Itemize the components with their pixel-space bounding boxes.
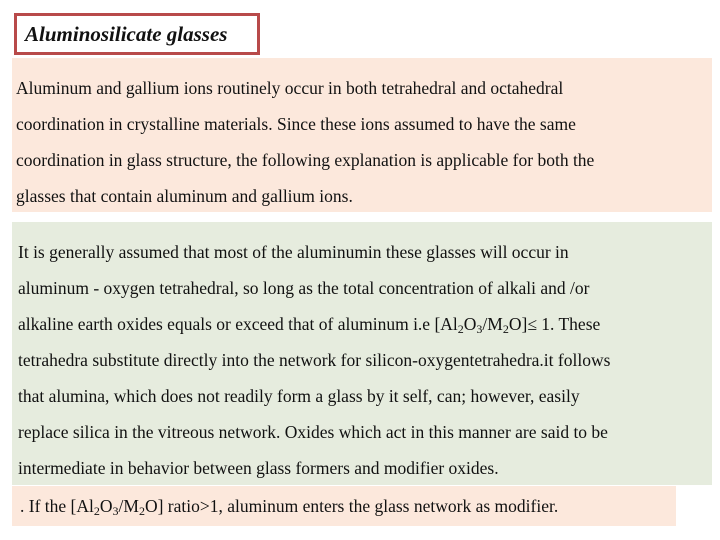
paragraph-coordination xyxy=(12,58,712,212)
paragraph-line: that alumina, which does not readily form a glass by it self, can; however, easily xyxy=(18,386,580,406)
paragraph-tetrahedral xyxy=(12,222,712,485)
paragraph-line-formula xyxy=(18,306,712,342)
paragraph-line: intermediate in behavior between glass formers and modifier oxides. xyxy=(18,458,499,478)
subscript: 2 xyxy=(138,504,145,518)
subscript: 3 xyxy=(112,504,119,518)
paragraph-line: coordination in glass structure, the following explanation is applicable for both the xyxy=(16,150,595,170)
text-segment: /M xyxy=(118,496,139,516)
paragraph-line: replace silica in the vitreous network. Oxides which act in this manner are said to be xyxy=(18,422,608,442)
paragraph-line: Aluminum and gallium ions routinely occur in both tetrahedral and octahedral xyxy=(16,78,564,98)
text-segment: O]≤ 1. These xyxy=(508,314,601,334)
subscript: 2 xyxy=(502,322,509,336)
paragraph-line: tetrahedra substitute directly into the network for silicon-oxygentetrahedra.it follows xyxy=(18,350,611,370)
text-segment: /M xyxy=(482,314,503,334)
title-box xyxy=(14,13,260,55)
subscript: 2 xyxy=(457,322,464,336)
paragraph-line: It is generally assumed that most of the aluminumin these glasses will occur in xyxy=(18,242,569,262)
subscript: 2 xyxy=(93,504,100,518)
text-segment: alkaline earth oxides equals or exceed that of aluminum i.e [Al xyxy=(18,314,458,334)
paragraph-line: glasses that contain aluminum and gallium ions. xyxy=(16,186,353,206)
paragraph-modifier xyxy=(12,486,676,526)
paragraph-line: coordination in crystalline materials. Since these ions assumed to have the same xyxy=(16,114,576,134)
text-segment: . If the [Al xyxy=(20,496,94,516)
text-segment: O xyxy=(99,496,113,516)
paragraph-line: aluminum - oxygen tetrahedral, so long as the total concentration of alkali and /or xyxy=(18,278,590,298)
text-segment: O] ratio>1, aluminum enters the glass network as modifier. xyxy=(144,496,559,516)
paragraph-line-formula xyxy=(20,486,676,526)
page-title: Aluminosilicate glasses xyxy=(25,21,228,46)
subscript: 3 xyxy=(476,322,483,336)
text-segment: O xyxy=(463,314,477,334)
